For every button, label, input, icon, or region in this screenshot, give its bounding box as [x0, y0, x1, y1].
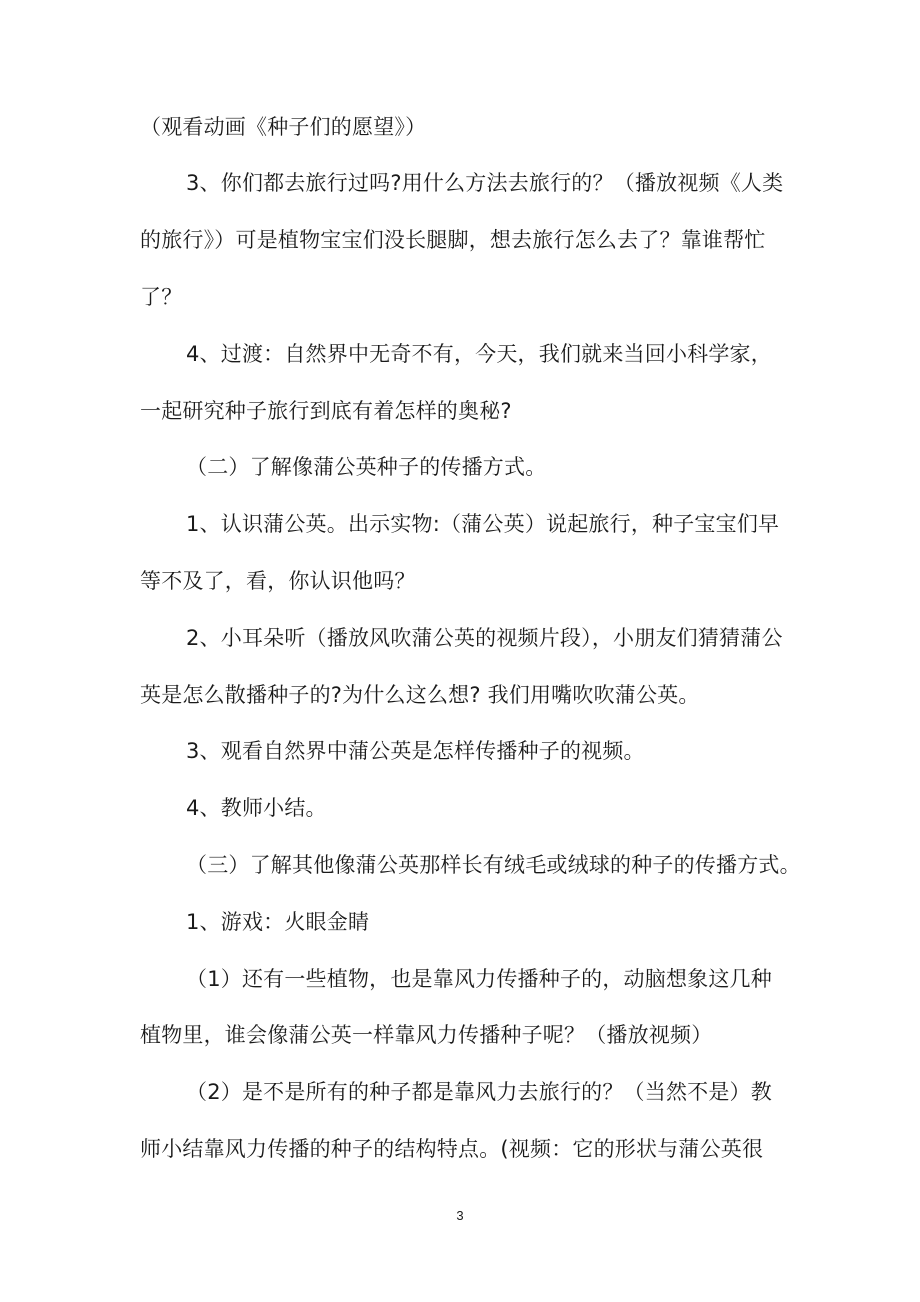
paragraph-line: 3、观看自然界中蒲公英是怎样传播种子的视频。 [186, 739, 645, 763]
paragraph-line: 1、游戏：火眼金睛 [186, 910, 370, 934]
paragraph-line: 的旅行》）可是植物宝宝们没长腿脚，想去旅行怎么去了？靠谁帮忙 [140, 228, 766, 252]
paragraph-line: 了？ [140, 285, 183, 309]
paragraph-line: 1、认识蒲公英。出示实物:（蒲公英）说起旅行，种子宝宝们早 [186, 512, 780, 536]
paragraph-line: （观看动画《种子们的愿望》） [140, 115, 427, 139]
section-heading: （二）了解像蒲公英种子的传播方式。 [186, 455, 547, 479]
paragraph-line: 4、过渡：自然界中无奇不有，今天，我们就来当回小科学家， [186, 342, 772, 366]
paragraph-line: 师小结靠风力传播的种子的结构特点。(视频：它的形状与蒲公英很 [140, 1137, 764, 1161]
paragraph-line: 4、教师小结。 [186, 796, 327, 820]
paragraph-line: 一起研究种子旅行到底有着怎样的奥秘? [140, 399, 512, 423]
paragraph-line: 等不及了，看，你认识他吗？ [140, 569, 416, 593]
paragraph-line: （2）是不是所有的种子都是靠风力去旅行的？（当然不是）教 [186, 1080, 772, 1104]
section-heading: （三）了解其他像蒲公英那样长有绒毛或绒球的种子的传播方式。 [186, 853, 801, 877]
paragraph-line: 3、你们都去旅行过吗?用什么方法去旅行的？（播放视频《人类 [186, 171, 784, 195]
paragraph-line: 植物里，谁会像蒲公英一样靠风力传播种子呢？（播放视频） [140, 1023, 713, 1047]
page-number: 3 [456, 1208, 464, 1223]
paragraph-line: （1）还有一些植物，也是靠风力传播种子的，动脑想象这几种 [186, 967, 772, 991]
paragraph-line: 英是怎么散播种子的?为什么这么想? 我们用嘴吹吹蒲公英。 [140, 683, 700, 707]
paragraph-line: 2、小耳朵听（播放风吹蒲公英的视频片段），小朋友们猜猜蒲公 [186, 626, 783, 650]
